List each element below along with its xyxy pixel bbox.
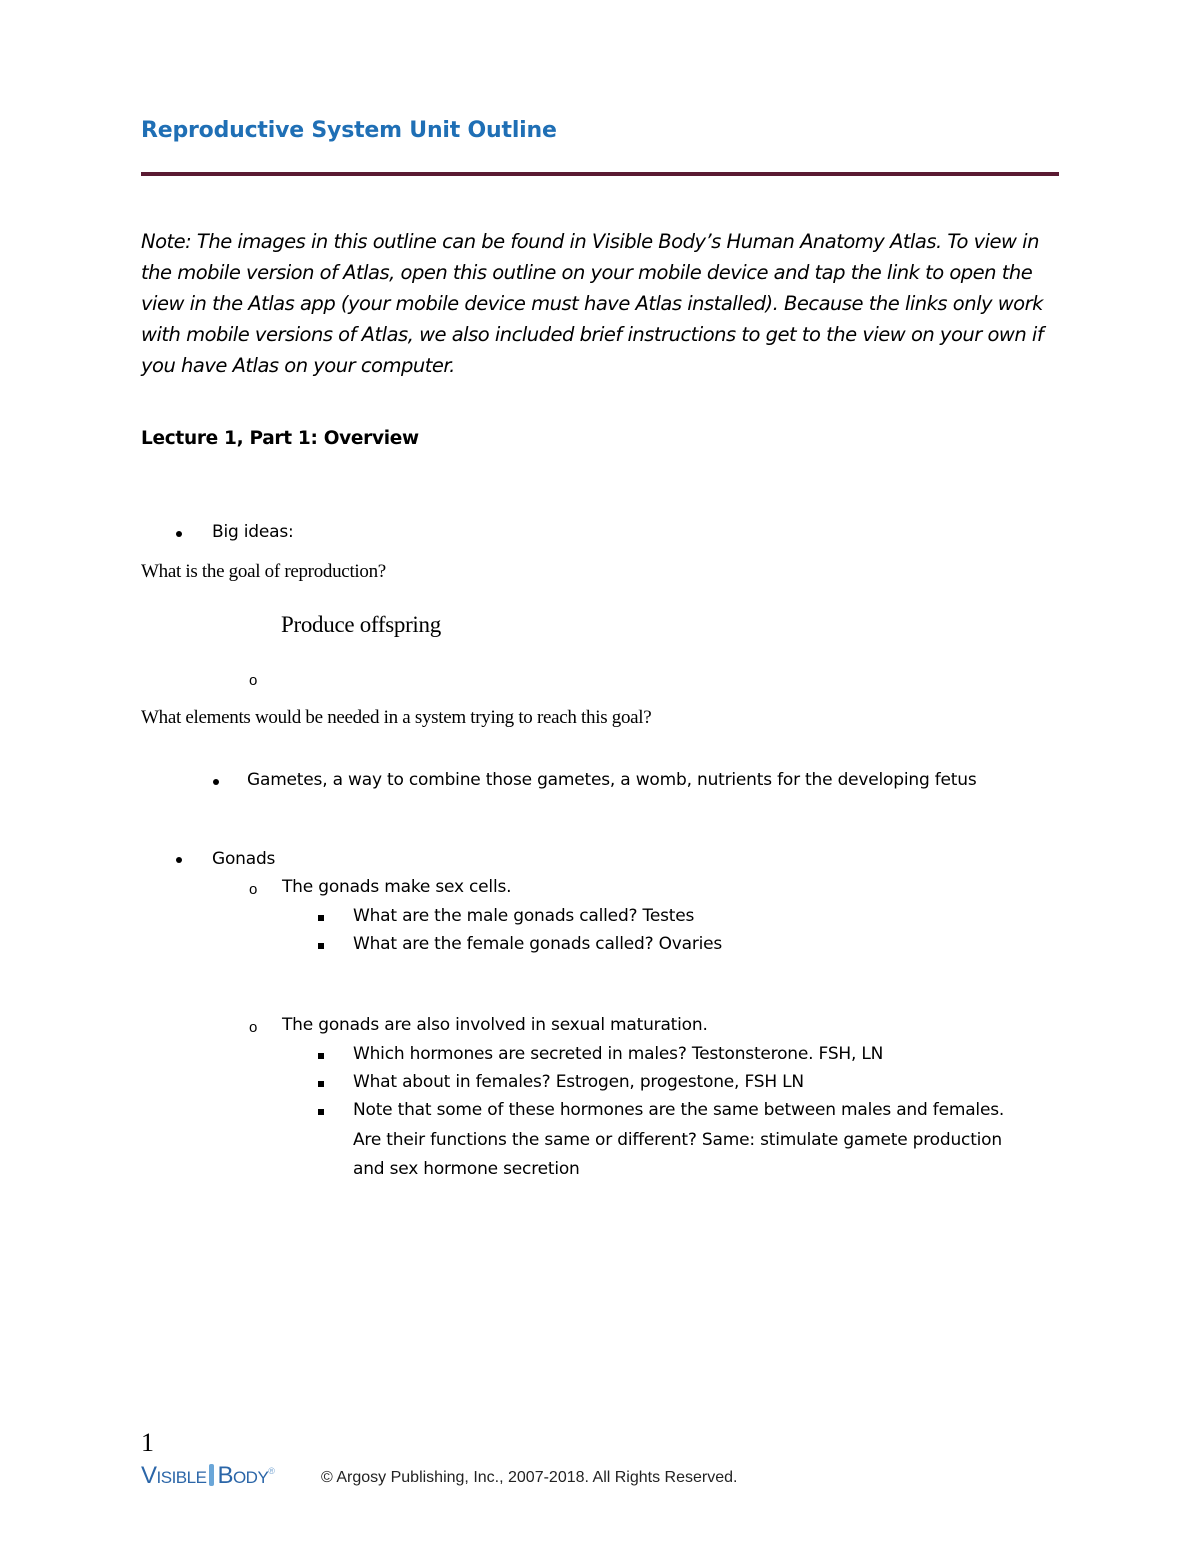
document-title: Reproductive System Unit Outline [141,118,557,143]
bullet-dot [176,531,182,537]
title-divider [141,172,1059,176]
square-bullet [318,1081,324,1087]
visible-body-logo [141,1462,274,1490]
answer-elements: Gametes, a way to combine those gametes, a womb, nutrients for the developing fetus [247,770,977,790]
section-heading: Lecture 1, Part 1: Overview [141,428,419,449]
intro-note: Note: The images in this outline can be found in Visible Body’s Human Anatomy Atlas. To view in the mobile version of Atlas, open this outline on your mobile device and tap the link to open the view in the Atlas app (your mobile device must have Atlas installed). Because the links only work with mobile versions of Atlas, we also included brief instructions to get to the view on your own if you have Atlas on your computer. [141,230,1044,377]
male-hormones-item: Which hormones are secreted in males? Testonsterone. FSH, LN [353,1044,884,1064]
gonads-sex-cells: The gonads make sex cells. [282,877,512,897]
empty-sub-bullet: o [249,672,258,689]
logo-text-right: Body [217,1462,269,1489]
answer-produce-offspring: Produce offspring [281,612,441,637]
square-bullet [318,1053,324,1059]
shared-hormones-item-line3: and sex hormone secretion [353,1159,580,1179]
bullet-dot [213,779,219,785]
big-ideas-label: Big ideas: [212,522,294,542]
sub-bullet-marker: o [249,1019,258,1036]
female-gonads-item: What are the female gonads called? Ovaries [353,934,723,954]
shared-hormones-item-line2: Are their functions the same or different? Same: stimulate gamete production [353,1130,1002,1150]
male-gonads-item: What are the male gonads called? Testes [353,906,695,926]
square-bullet [318,915,324,921]
square-bullet [318,943,324,949]
page-number: 1 [141,1428,154,1457]
shared-hormones-item: Note that some of these hormones are the same between males and females. [353,1100,1005,1120]
bullet-dot [176,857,182,863]
logo-text-left: Visible [141,1462,207,1489]
sub-bullet-marker: o [249,881,258,898]
question-elements: What elements would be needed in a system trying to reach this goal? [141,707,652,728]
gonads-maturation: The gonads are also involved in sexual maturation. [282,1015,708,1035]
logo-registered-mark: ® [268,1466,275,1476]
female-hormones-item: What about in females? Estrogen, progestone, FSH LN [353,1072,804,1092]
question-goal: What is the goal of reproduction? [141,561,386,582]
copyright-notice: © Argosy Publishing, Inc., 2007-2018. All Rights Reserved. [321,1469,738,1486]
square-bullet [318,1109,324,1115]
logo-figure-icon [209,1464,214,1486]
gonads-label: Gonads [212,849,276,869]
